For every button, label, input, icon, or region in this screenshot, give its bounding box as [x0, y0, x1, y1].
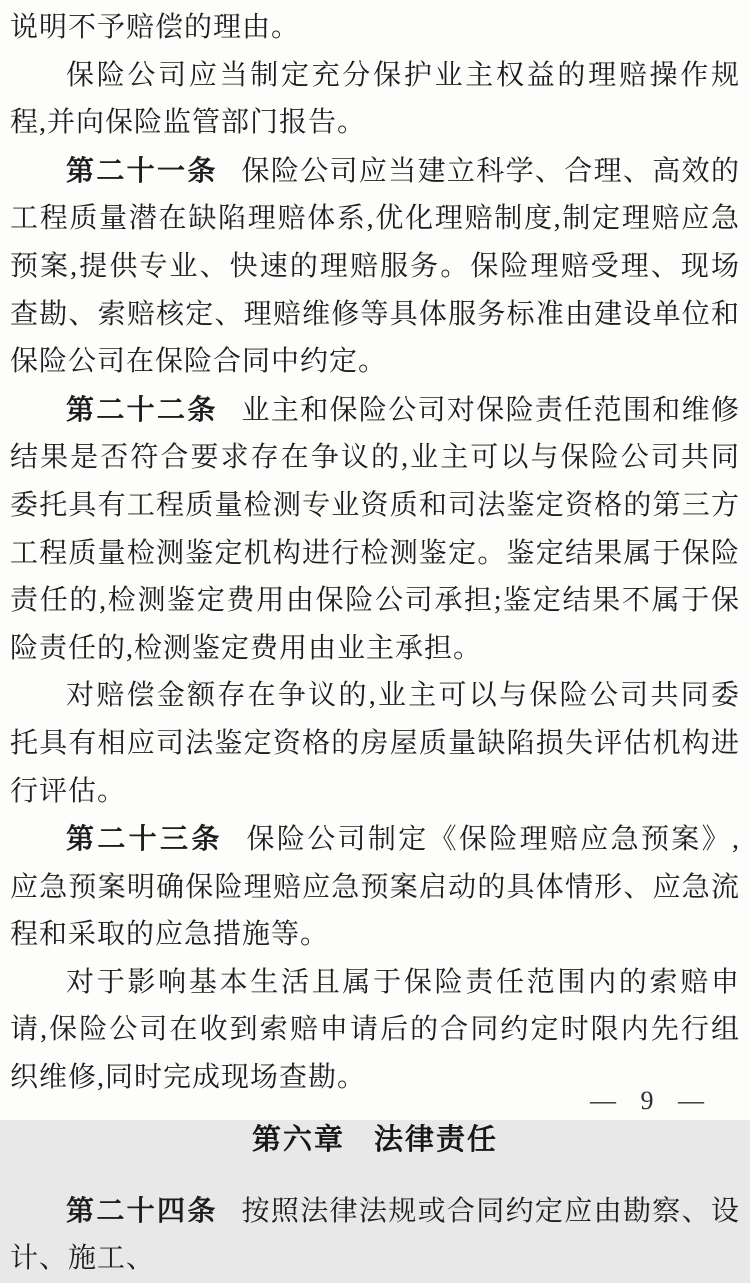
chapter-title: 法律责任	[374, 1123, 499, 1156]
paragraph	[10, 4, 740, 52]
article-lead: 第二十二条	[66, 393, 218, 425]
paragraph-text: 对于影响基本生活且属于保险责任范围内的索赔申请,保险公司在收到索赔申请后的合同约定时限内先行组织维修,同时完成现场查勘。	[10, 966, 740, 1094]
paragraph-text: 按照法律法规或合同约定应由勘察、设计、施工、	[10, 1195, 740, 1275]
chapter-number: 第六章	[251, 1123, 345, 1156]
paragraph	[10, 672, 740, 815]
paragraph-text: 对赔偿金额存在争议的,业主可以与保险公司共同委托具有相应司法鉴定资格的房屋质量缺陷损失评估机构进行评估。	[10, 680, 740, 807]
paragraph-article-23	[10, 815, 740, 959]
paragraph-text: 说明不予赔偿的理由。	[10, 12, 301, 43]
article-lead: 第二十三条	[66, 823, 223, 855]
paragraph-article-24	[10, 1187, 740, 1283]
chapter-heading	[10, 1117, 740, 1163]
paragraph	[10, 959, 740, 1102]
paragraph-text: 保险公司制定《保险理赔应急预案》,应急预案明确保险理赔应急预案启动的具体情形、应急流程和采取的应急措施等。	[10, 824, 740, 951]
paragraph-article-21	[10, 147, 740, 386]
paragraph-article-22	[10, 386, 740, 673]
paragraph-text: 业主和保险公司对保险责任范围和维修结果是否符合要求存在争议的,业主可以与保险公司共同委托具有工程质量检测专业资质和司法鉴定资格的第三方工程质量检测鉴定机构进行检测鉴定。鉴定结果属于保险责任的,检测鉴定费用由保险公司承担;鉴定结果不属于保险责任的,检测鉴定费用由业主承担。	[10, 394, 740, 664]
article-lead: 第二十一条	[66, 154, 218, 186]
paragraph-text: 保险公司应当制定充分保护业主权益的理赔操作规程,并向保险监管部门报告。	[10, 59, 740, 139]
paragraph	[10, 52, 740, 147]
article-lead: 第二十四条	[66, 1194, 218, 1226]
paragraph-text: 保险公司应当建立科学、合理、高效的工程质量潜在缺陷理赔体系,优化理赔制度,制定理赔应急预案,提供专业、快速的理赔服务。保险理赔受理、现场查勘、索赔核定、理赔维修等具体服务标准由建设单位和保险公司在保险合同中约定。	[10, 155, 740, 378]
page-number: — 9 —	[590, 1086, 706, 1115]
